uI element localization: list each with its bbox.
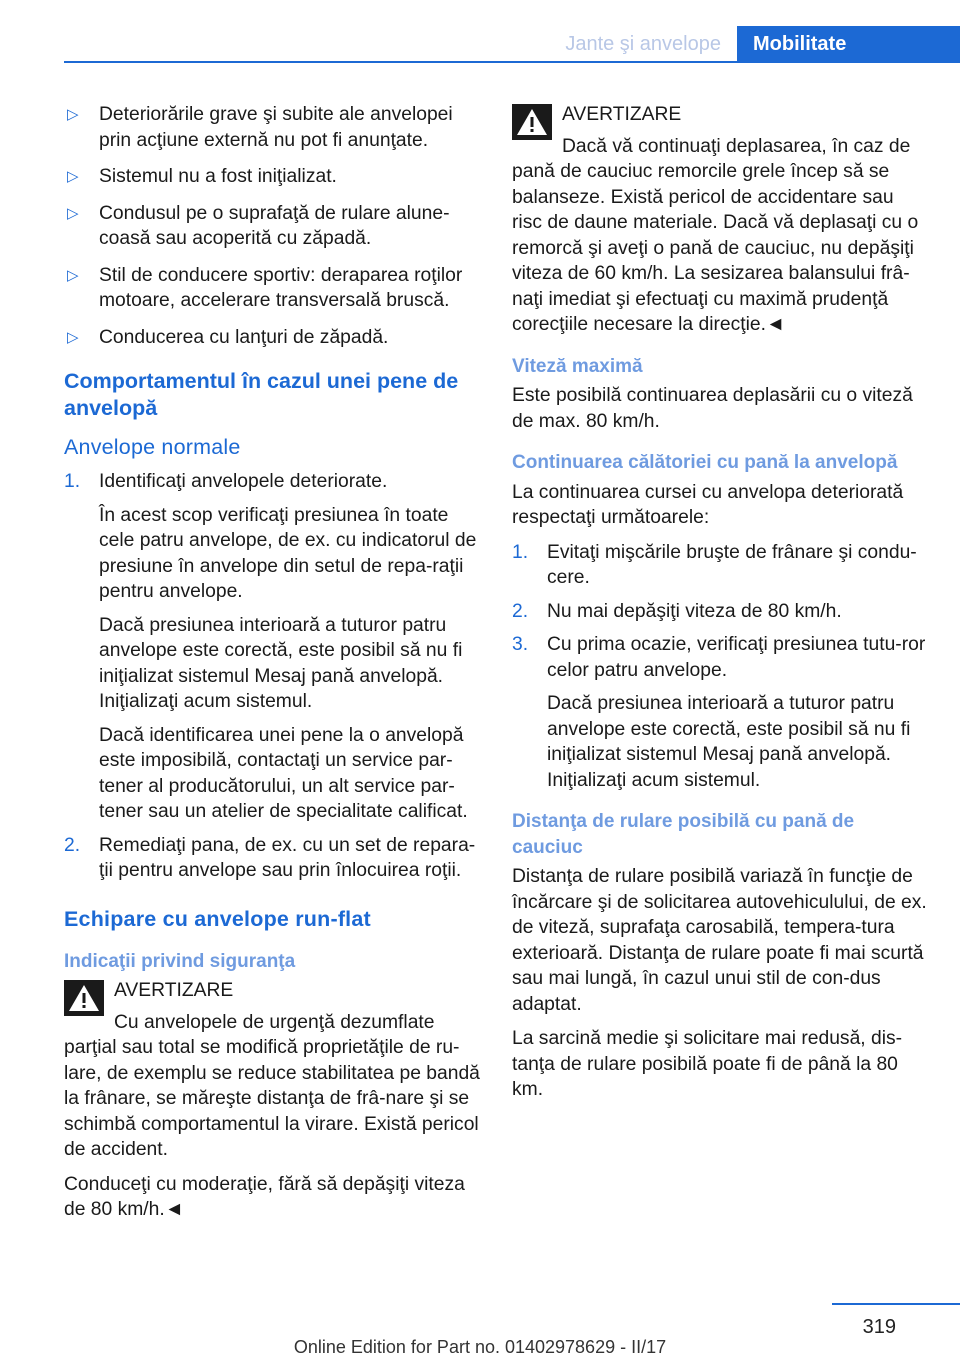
warning-block (512, 102, 928, 338)
section-title: Jante şi anvelope (565, 33, 721, 55)
numbered-step: 2. Nu mai depăşiţi viteza de 80 km/h. (512, 600, 842, 622)
list-item: ▷ Stil de conducere sportiv: deraparea roţilor motoare, accelerare transversală bruscă. (67, 264, 463, 311)
warning-triangle-icon (64, 980, 104, 1016)
chapter-tab: Mobilitate (737, 26, 960, 62)
list-item: ▷ Sistemul nu a fost iniţializat. (64, 164, 480, 190)
numbered-step: 3. Cu prima ocazie, verificaţi presiunea tutu‐ror celor patru anvelope. Dacă presiunea interioară a tuturor patru anvelope este corectă, este posibil să nu fi iniţializat sistemul Mesaj pană anvelopă. Iniţializaţi acum sistemul. (512, 634, 926, 791)
right-column (512, 102, 928, 1112)
heading-flat-tire-behavior: Comportamentul în cazul unei pene de anvelopă (64, 369, 459, 420)
numbered-step: 2. Remediaţi pana, de ex. cu un set de repara‐ţii pentru anvelope sau prin înlocuirea roţii. (64, 834, 476, 881)
bullet-triangle-icon: ▷ (67, 328, 79, 346)
continue-trip-text: La continuarea cursei cu anvelopa deteriorată respectaţi următoarele: (512, 481, 904, 528)
footer-rule (832, 1303, 960, 1305)
list-item: ▷ Condusul pe o suprafaţă de rulare alune‐coasă sau acoperită cu zăpadă. (67, 202, 450, 249)
numbered-step: 1. Identificaţi anvelopele deteriorate. În acest scop verificaţi presiunea în toate cele patru anvelope, de ex. cu indicatorul de presiune în anvelope din setul de repa‐raţii pentru anvelope. Dacă presiunea interioară a tuturor patru anvelope este corectă, este posibil să nu fi iniţializat sistemul Mesaj pană anvelopă. Iniţializaţi acum sistemul. Dacă identificarea unei pene la o anvelopă este imposibilă, contactaţi un service par‐tener al producătorului, un alt service par‐tener sau un atelier de specialitate calificat. (64, 471, 477, 822)
warning-text: Dacă vă continuaţi deplasarea, în caz de pană de cauciuc remorcile grele încep să se balanseze. Există pericol de accidentare sau risc de daune materiale. Dacă vă deplasaţi cu o remorcă şi aveţi o pană de cauciuc, nu depăşiţi viteza de 60 km/h. La sesizarea balansului frâ‐naţi imediat şi efectuaţi cu maximă prudenţă corecţiile necesare la direcţie.◄ (512, 135, 919, 335)
warning-title: AVERTIZARE (114, 980, 234, 1001)
left-column (64, 102, 480, 1232)
numbered-step: 1. Evitaţi mişcările bruşte de frânare şi condu‐cere. (512, 541, 917, 588)
warning-title: AVERTIZARE (562, 104, 682, 125)
heading-normal-tires: Anvelope normale (64, 435, 241, 459)
bullet-triangle-icon: ▷ (67, 168, 79, 185)
warning-block (64, 978, 480, 1223)
heading-max-speed: Viteză maximă (512, 355, 643, 377)
edition-footer: Online Edition for Part no. 01402978629 - II/17 (293, 1337, 667, 1357)
max-speed-text: Este posibilă continuarea deplasării cu o viteză de max. 80 km/h. (512, 385, 913, 432)
bullet-triangle-icon: ▷ (67, 266, 79, 284)
header-rule (64, 61, 960, 63)
heading-continue-trip: Continuarea călătoriei cu pană la anvelopă (512, 452, 898, 473)
list-item: ▷ Conducerea cu lanţuri de zăpadă. (64, 325, 480, 351)
list-item: ▷ Deteriorările grave şi subite ale anvelopei prin acţiune externă nu pot fi anunţate. (67, 104, 453, 151)
heading-run-flat: Echipare cu anvelope run-flat (64, 906, 371, 931)
distance-text-2: La sarcină medie şi solicitare mai redusă, dis‐tanţa de rulare posibilă poate fi de până la 80 km. (512, 1028, 903, 1100)
bullet-triangle-icon: ▷ (67, 106, 79, 123)
page-number: 319 (862, 1316, 896, 1338)
heading-safety-notes: Indicaţii privind siguranţa (64, 950, 296, 972)
warning-text-2: Conduceţi cu moderaţie, fără să depăşiţi viteza de 80 km/h.◄ (64, 1173, 465, 1220)
warning-text: Cu anvelopele de urgenţă dezumflate parţial sau total se modifică proprietăţile de ru‐lare, de exemplu se reduce stabilitatea pe bandă la frânare, se măreşte distanţa de frâ‐nare şi se schimbă comportamentul la virare. Există pericol de accident. (64, 1011, 480, 1160)
distance-text-1: Distanţa de rulare posibilă variază în funcţie de încărcare şi de solicitarea autovehiculului, de ex. de viteză, suprafaţa carosabilă, tempera‐tura exterioară. Distanţa de rulare poate fi mai scurtă sau mai lungă, în cazul unui stil de con‐dus adaptat. (512, 866, 927, 1015)
heading-possible-distance: Distanţa de rulare posibilă cu pană de cauciuc (512, 811, 855, 858)
bullet-triangle-icon: ▷ (67, 204, 79, 222)
warning-triangle-icon (512, 104, 552, 140)
